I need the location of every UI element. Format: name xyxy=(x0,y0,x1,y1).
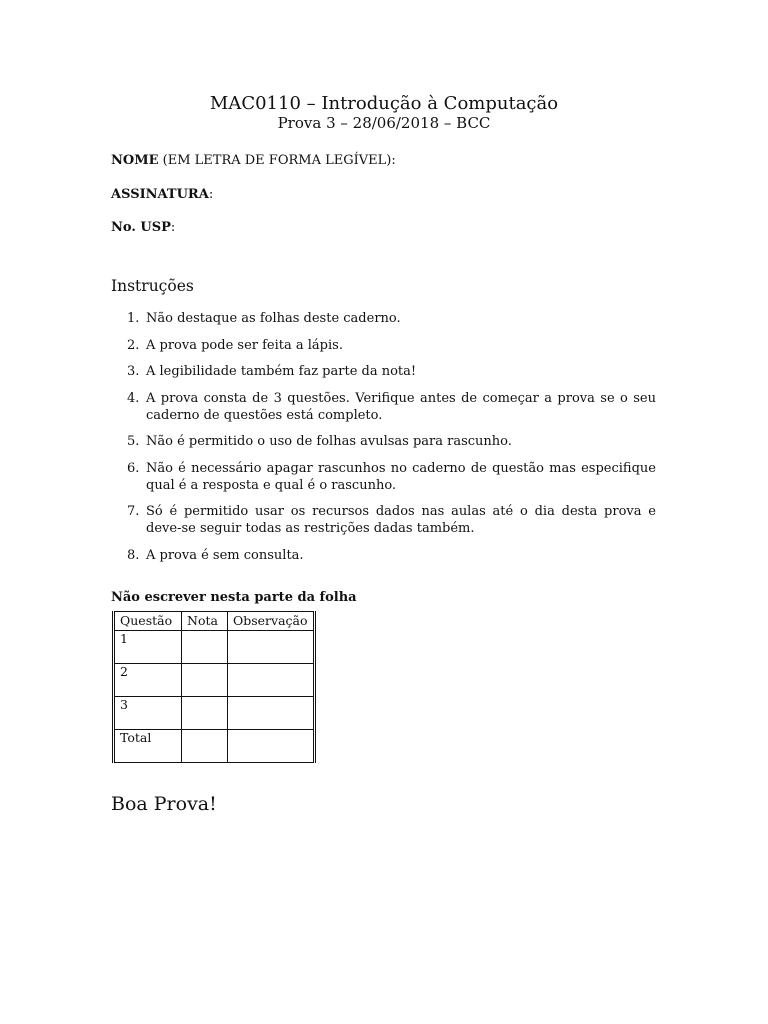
question-cell: 3 xyxy=(114,697,182,730)
instruction-text: A prova consta de 3 questões. Verifique antes de começar a prova se o seu caderno de questões está completo. xyxy=(146,390,656,423)
signature-suffix: : xyxy=(208,187,214,202)
name-field xyxy=(111,153,396,169)
name-hint: (EM LETRA DE FORMA LEGÍVEL): xyxy=(158,153,396,168)
question-cell: Total xyxy=(114,730,182,763)
do-not-write-notice: Não escrever nesta parte da folha xyxy=(111,590,357,605)
notes-cell xyxy=(228,697,315,730)
instruction-text: Não é necessário apagar rascunhos no caderno de questão mas especifique qual é a resposta e qual é o rascunho. xyxy=(146,460,656,493)
usp-number-field xyxy=(111,220,175,236)
instruction-number: 1. xyxy=(127,311,140,326)
instruction-item xyxy=(111,460,656,494)
instruction-number: 7. xyxy=(127,504,140,519)
instruction-text: A prova é sem consulta. xyxy=(146,547,304,563)
instruction-item xyxy=(111,503,656,537)
notes-cell xyxy=(228,664,315,697)
instruction-number: 8. xyxy=(127,547,140,563)
grade-cell xyxy=(182,631,228,664)
instructions-list xyxy=(111,310,656,573)
instruction-text: Não é permitido o uso de folhas avulsas para rascunho. xyxy=(146,434,512,449)
instruction-number: 4. xyxy=(127,390,140,406)
signature-field xyxy=(111,187,213,203)
grade-cell xyxy=(182,664,228,697)
grade-cell xyxy=(182,730,228,763)
course-title: MAC0110 – Introdução à Computação xyxy=(209,93,559,114)
table-header-row xyxy=(114,612,315,631)
grading-table xyxy=(112,611,316,763)
instruction-item xyxy=(111,390,656,424)
usp-label: No. USP xyxy=(111,220,171,235)
table-row xyxy=(114,631,315,664)
instruction-item xyxy=(111,363,656,380)
instruction-number: 3. xyxy=(127,364,140,379)
table-row xyxy=(114,730,315,763)
instruction-item xyxy=(111,337,656,354)
instruction-number: 2. xyxy=(127,337,140,353)
name-label: NOME xyxy=(111,153,159,168)
instruction-text: A legibilidade também faz parte da nota! xyxy=(146,364,417,379)
column-header-notes: Observação xyxy=(228,612,315,631)
exam-subtitle: Prova 3 – 28/06/2018 – BCC xyxy=(277,114,491,132)
instructions-heading: Instruções xyxy=(111,277,194,295)
usp-suffix: : xyxy=(170,220,176,235)
signature-label: ASSINATURA xyxy=(111,187,209,202)
instruction-number: 5. xyxy=(127,434,140,449)
column-header-question: Questão xyxy=(114,612,182,631)
instruction-item xyxy=(111,310,656,327)
column-header-grade: Nota xyxy=(182,612,228,631)
question-cell: 1 xyxy=(114,631,182,664)
notes-cell xyxy=(228,631,315,664)
notes-cell xyxy=(228,730,315,763)
closing-message: Boa Prova! xyxy=(111,793,217,815)
table-row xyxy=(114,664,315,697)
instruction-text: Não destaque as folhas deste caderno. xyxy=(146,311,401,326)
instruction-text: A prova pode ser feita a lápis. xyxy=(146,337,343,353)
grade-cell xyxy=(182,697,228,730)
instruction-item xyxy=(111,547,656,564)
instruction-number: 6. xyxy=(127,460,140,476)
table-row xyxy=(114,697,315,730)
instruction-text: Só é permitido usar os recursos dados nas aulas até o dia desta prova e deve-se seguir todas as restrições dadas também. xyxy=(146,504,656,536)
instruction-item xyxy=(111,433,656,450)
question-cell: 2 xyxy=(114,664,182,697)
